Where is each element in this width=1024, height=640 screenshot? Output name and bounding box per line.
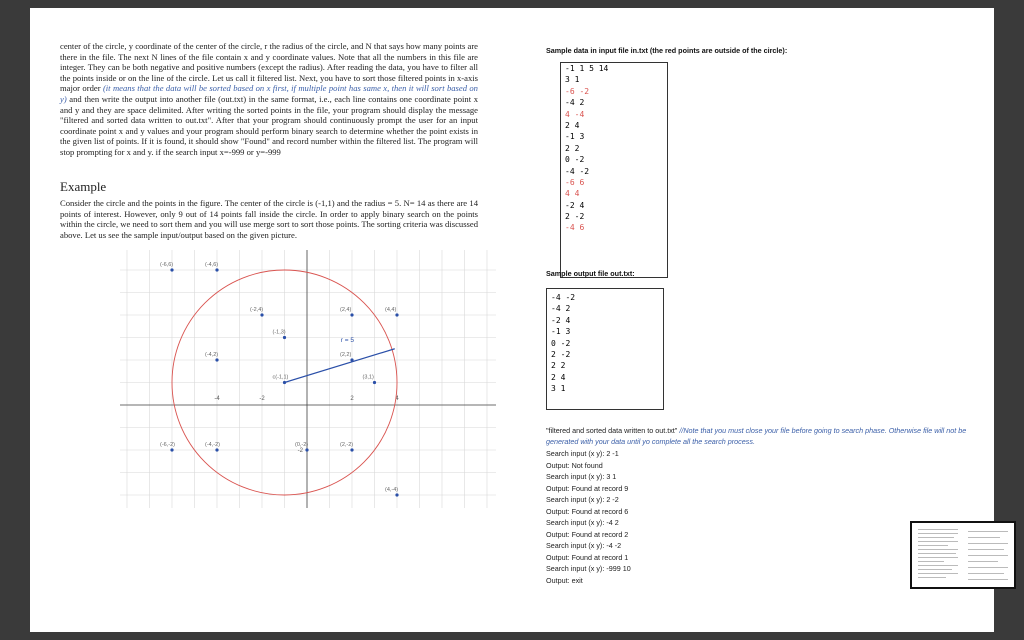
search-result: Output: Not found: [546, 460, 603, 470]
filtered-message: [546, 426, 976, 447]
thumbnail-line: [968, 561, 998, 562]
input-line: 2 -2: [565, 212, 585, 222]
thumbnail-line: [918, 537, 954, 538]
thumbnail-line: [918, 533, 958, 534]
input-line: 4 -4: [565, 109, 585, 119]
x-tick-label: -2: [259, 396, 265, 402]
x-tick-label: 2: [350, 396, 354, 402]
point-label: (-4,6): [205, 262, 219, 268]
thumbnail-line: [968, 573, 1004, 574]
message-text: "filtered and sorted data written to out.txt": [546, 426, 680, 435]
data-point: [283, 381, 286, 384]
output-line: -4 2: [551, 304, 571, 314]
thumbnail-line: [918, 557, 958, 558]
output-file-box: [546, 288, 664, 410]
input-line: 2 4: [565, 120, 580, 130]
input-title: Sample data in input file in.txt (the red points are outside of the circle):: [546, 46, 788, 55]
thumbnail-line: [918, 545, 948, 546]
output-line: -2 4: [551, 315, 571, 325]
thumbnail-line: [968, 543, 1008, 544]
search-prompt: Search input (x y): -4 -2: [546, 541, 622, 551]
data-point: [215, 448, 218, 451]
point-label: (2,-2): [340, 442, 354, 448]
input-line: 3 1: [565, 75, 580, 85]
point-label: (3,1): [362, 374, 374, 381]
output-line: 2 -2: [551, 349, 571, 359]
input-line: -6 -2: [565, 86, 590, 96]
input-line: -4 6: [565, 223, 585, 233]
input-line: 2 2: [565, 143, 580, 153]
input-line: -1 3: [565, 132, 585, 142]
thumbnail-line: [918, 569, 952, 570]
output-line: -4 -2: [551, 293, 576, 302]
description-paragraph: [60, 41, 478, 158]
thumbnail-line: [968, 555, 1008, 556]
data-point: [350, 358, 353, 361]
thumbnail-line: [918, 565, 958, 566]
point-label: (4,-4): [385, 487, 399, 493]
sort-rule-italic: (it means that the data will be sorted based on x first, if multiple point has same x, then it will sort based on y): [60, 83, 478, 104]
search-result: Output: Found at record 1: [546, 552, 629, 562]
point-label: (-6,-2): [160, 442, 175, 448]
circle-figure: [120, 250, 496, 508]
thumbnail-line: [918, 549, 958, 550]
input-line: -4 -2: [565, 166, 590, 176]
search-prompt: Search input (x y): 3 1: [546, 472, 617, 482]
search-session: [546, 448, 631, 587]
input-line: -1 1 5 14: [565, 64, 609, 73]
point-label: (4,4): [385, 307, 397, 313]
point-label: (-4,2): [205, 352, 219, 358]
data-point: [170, 268, 173, 271]
thumbnail-line: [918, 577, 946, 578]
paragraph-text: center of the circle, y coordinate of the center of the circle, r the radius of the circle, and N that says how many points are there in the file. The next N lines of the file contain x and y coordinate values. Note that all the numbers in this file are integer. They can be both negative and positive numbers (except the radius). After reading the data, you have to filter all the points inside or on the line of the circle. Let us call it filtered list. Next, you have to sort those filtered points in x-axis major order: [60, 41, 478, 94]
data-point: [350, 313, 353, 316]
search-result: Output: exit: [546, 576, 583, 586]
data-point: [215, 358, 218, 361]
search-prompt: Search input (x y): -999 10: [546, 564, 631, 574]
output-line: -1 3: [551, 327, 571, 337]
thumbnail-line: [918, 573, 958, 574]
data-point: [260, 313, 263, 316]
thumbnail-line: [968, 549, 1004, 550]
output-line: 2 2: [551, 361, 566, 371]
thumbnail-line: [968, 567, 1008, 568]
thumbnail-line: [968, 579, 1008, 580]
thumbnail-line: [968, 531, 1008, 532]
search-prompt: Search input (x y): -4 2: [546, 518, 619, 528]
point-label: (2,2): [340, 352, 352, 358]
output-line: 0 -2: [551, 338, 571, 348]
output-title: Sample output file out.txt:: [546, 269, 635, 278]
close-file-note: //Note that you must close your file before going to search phase. Otherwise file will not be generated with your data until yo complete all the search process.: [546, 426, 967, 446]
y-tick-label: -2: [297, 448, 303, 454]
point-label: (-4,-2): [205, 442, 220, 448]
radius-label: r = 5: [340, 337, 354, 344]
data-point: [395, 313, 398, 316]
thumbnail-line: [918, 561, 944, 562]
input-line: 0 -2: [565, 155, 585, 165]
example-heading: Example: [60, 179, 107, 194]
output-line: 3 1: [551, 384, 566, 394]
point-label: (2,4): [340, 307, 352, 313]
thumbnail-line: [918, 541, 958, 542]
page-thumbnail[interactable]: [910, 521, 1016, 589]
point-label: c(-1,1): [272, 374, 289, 381]
x-tick-label: 4: [395, 396, 399, 402]
data-point: [283, 336, 286, 339]
input-line: 4 4: [565, 189, 580, 199]
output-line: 2 4: [551, 372, 566, 382]
data-point: [170, 448, 173, 451]
point-label: (-1,3): [272, 329, 286, 336]
data-point: [215, 268, 218, 271]
input-line: -6 6: [565, 177, 585, 187]
search-result: Output: Found at record 2: [546, 529, 629, 539]
search-result: Output: Found at record 6: [546, 506, 629, 516]
x-tick-label: -4: [214, 396, 220, 402]
search-prompt: Search input (x y): 2 -2: [546, 495, 619, 505]
data-point: [373, 381, 376, 384]
input-line: -2 4: [565, 200, 585, 210]
data-point: [350, 448, 353, 451]
example-paragraph: Consider the circle and the points in the figure. The center of the circle is (-1,1) and the radius = 5. N= 14 as there are 14 points of interest. However, only 9 out of 14 points fall inside the circle. In order to apply binary search on the points within the circle, we need to sort them and you will use merge sort to sort those points. The sorting criteria was discussed above. Let us see the sample input/output based on the given picture.: [60, 198, 478, 240]
point-label: (-2,4): [250, 307, 264, 313]
thumbnail-line: [918, 553, 956, 554]
thumbnail-line: [918, 529, 958, 530]
data-point: [305, 448, 308, 451]
paragraph-text-continued: and then write the output into another file (out.txt) in the same format, i.e., each line contains one coordinate point x and y and they are space delimited. After writing the sorted points in the file, your program should display the message "filtered and sorted data written to out.txt". After that your program should continuously prompt the user for an input coordinate point x and y values and your program should perform binary search to determine whether the point exists in the given list of points. If it is found, it should show "Found" and record number within the filtered list. The program will stop prompting for x and y. if the search input x=-999 or y=-999: [60, 93, 478, 157]
input-file-box: [560, 62, 668, 278]
search-prompt: Search input (x y): 2 -1: [546, 449, 619, 458]
document-page: [30, 8, 994, 632]
data-point: [395, 493, 398, 496]
input-line: -4 2: [565, 98, 585, 108]
point-label: (-6,6): [160, 262, 174, 268]
point-label: (0,-2): [295, 442, 309, 448]
thumbnail-line: [968, 537, 1000, 538]
search-result: Output: Found at record 9: [546, 483, 629, 493]
